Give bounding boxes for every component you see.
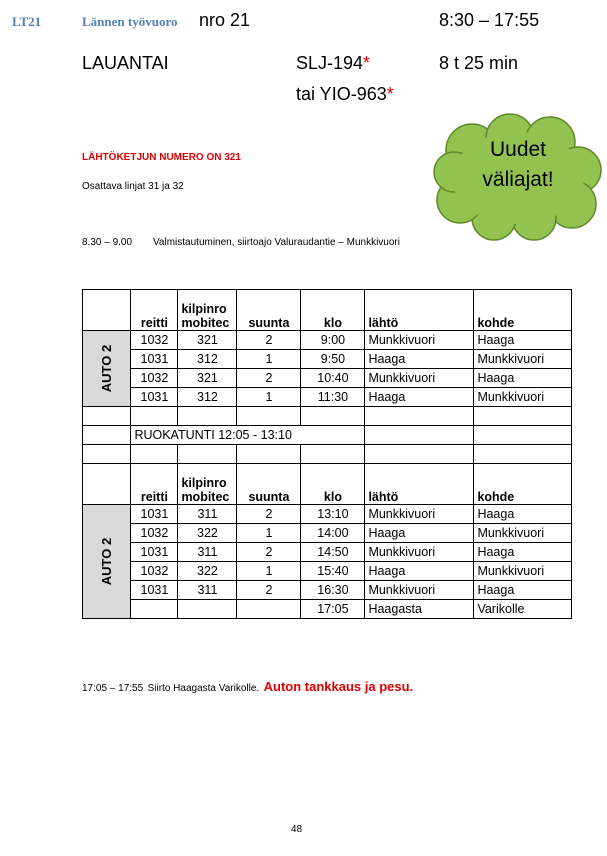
col-lahto: lähtö — [365, 290, 474, 331]
cloud-text — [432, 135, 604, 195]
vehicle-primary — [296, 53, 370, 74]
lunch-break: RUOKATUNTI 12:05 - 13:10 — [131, 426, 365, 445]
table-header-row — [83, 290, 572, 331]
table-empty-row — [83, 407, 572, 426]
shift-time-range: 8:30 – 17:55 — [439, 10, 540, 30]
col-klo: klo — [301, 290, 365, 331]
col-reitti: reitti — [131, 290, 178, 331]
vehicle-alternative-id: tai YIO-963 — [296, 84, 387, 104]
auto-label-cell: AUTO 2 — [83, 331, 131, 407]
shift-name: Lännen työvuoro — [82, 14, 178, 29]
shift-code: LT21 — [12, 14, 42, 29]
vehicle-primary-id: SLJ-194 — [296, 53, 364, 73]
table-row: 1032 321 2 10:40 Munkkivuori Haaga — [83, 369, 572, 388]
shift-number: nro 21 — [199, 10, 251, 30]
table-empty-row — [83, 445, 572, 464]
cloud-text-line1: Uudet — [489, 138, 547, 161]
auto-label-cell: AUTO 2 — [83, 505, 131, 619]
table-row: AUTO 2 1031 311 2 13:10 Munkkivuori Haaga — [83, 505, 572, 524]
footer-emphasis: Auton tankkaus ja pesu. — [263, 679, 414, 694]
vehicle-alternative-asterisk: * — [386, 84, 394, 104]
col-kohde: kohde — [474, 290, 572, 331]
table-row: 1031 311 2 16:30 Munkkivuori Haaga — [83, 581, 572, 600]
prep-time: 8.30 – 9.00 — [82, 237, 133, 248]
table-row: 1031 311 2 14:50 Munkkivuori Haaga — [83, 543, 572, 562]
footer-note — [82, 678, 413, 696]
prep-text: Valmistautuminen, siirtoajo Valuraudantie – Munkkivuori — [153, 237, 400, 248]
lunch-row — [83, 426, 572, 445]
page-number: 48 — [291, 824, 303, 835]
col-kilpinro: kilpinro mobitec — [178, 290, 237, 331]
schedule-table — [82, 289, 572, 619]
shift-duration: 8 t 25 min — [439, 53, 519, 73]
footer-text: Siirto Haagasta Varikolle. — [147, 683, 260, 694]
vehicle-primary-asterisk: * — [363, 53, 371, 73]
footer-time: 17:05 – 17:55 — [82, 683, 144, 694]
table-header-row: reitti kilpinro mobitec suunta klo lähtö kohde — [83, 464, 572, 505]
table-row: 1031 312 1 9:50 Haaga Munkkivuori — [83, 350, 572, 369]
day-label: LAUANTAI — [82, 53, 169, 73]
table-row: 1032 322 1 14:00 Haaga Munkkivuori — [83, 524, 572, 543]
table-row: AUTO 2 1032 321 2 9:00 Munkkivuori Haaga — [83, 331, 572, 350]
vehicle-alternative — [296, 84, 394, 105]
col-suunta: suunta — [237, 290, 301, 331]
chain-title: LÄHTÖKETJUN NUMERO ON 321 — [82, 152, 241, 163]
table-row: 1032 322 1 15:40 Haaga Munkkivuori — [83, 562, 572, 581]
cloud-text-line2: väliajat! — [482, 168, 554, 191]
lines-note: Osattava linjat 31 ja 32 — [82, 181, 184, 192]
table-row: 1031 312 1 11:30 Haaga Munkkivuori — [83, 388, 572, 407]
table-final-row: 17:05 Haagasta Varikolle — [83, 600, 572, 619]
